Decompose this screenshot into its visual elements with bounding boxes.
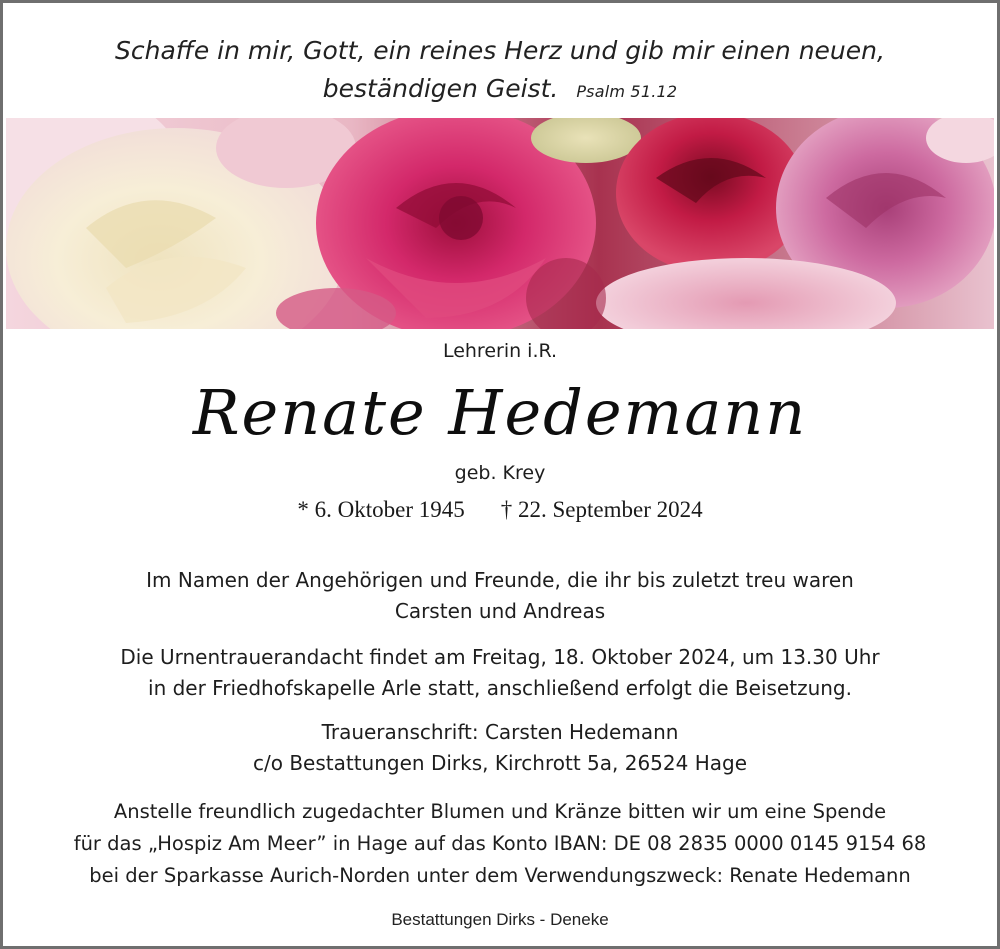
verse-reference: Psalm 51.12 [576,82,678,101]
donation-line-3: bei der Sparkasse Aurich-Norden unter dem Verwendungszweck: Renate Hedemann [89,864,911,887]
donation-line-2: für das „Hospiz Am Meer” in Hage auf das Konto IBAN: DE 08 2835 0000 0145 9154 68 [73,832,927,855]
mourners-line-2: Carsten und Andreas [394,599,606,623]
birth-date: * 6. Oktober 1945 [297,497,465,522]
decedent-title: Lehrerin i.R. [442,340,558,362]
decedent-name: Renate Hedemann [192,376,808,449]
verse-line-2-text: beständigen Geist. [322,74,559,103]
service-line-1: Die Urnentrauerandacht findet am Freitag, 18. Oktober 2024, um 13.30 Uhr [120,645,880,669]
roses-photo [6,118,994,329]
verse-line-1: Schaffe in mir, Gott, ein reines Herz und gib mir einen neuen, [115,36,885,65]
donation-line-1: Anstelle freundlich zugedachter Blumen und Kränze bitten wir um eine Spende [113,800,887,823]
verse-line-2 [0,70,1000,111]
service-line-2: in der Friedhofskapelle Arle statt, anschließend erfolgt die Beisetzung. [148,676,852,700]
life-dates [0,497,1000,523]
death-date: † 22. September 2024 [500,497,703,522]
mourners-line-1: Im Namen der Angehörigen und Freunde, die ihr bis zuletzt treu waren [146,568,854,592]
address-line-1: Traueranschrift: Carsten Hedemann [321,720,679,744]
funeral-home: Bestattungen Dirks - Deneke [391,910,609,929]
address-line-2: c/o Bestattungen Dirks, Kirchrott 5a, 26524 Hage [253,751,747,775]
maiden-name: geb. Krey [454,462,546,484]
